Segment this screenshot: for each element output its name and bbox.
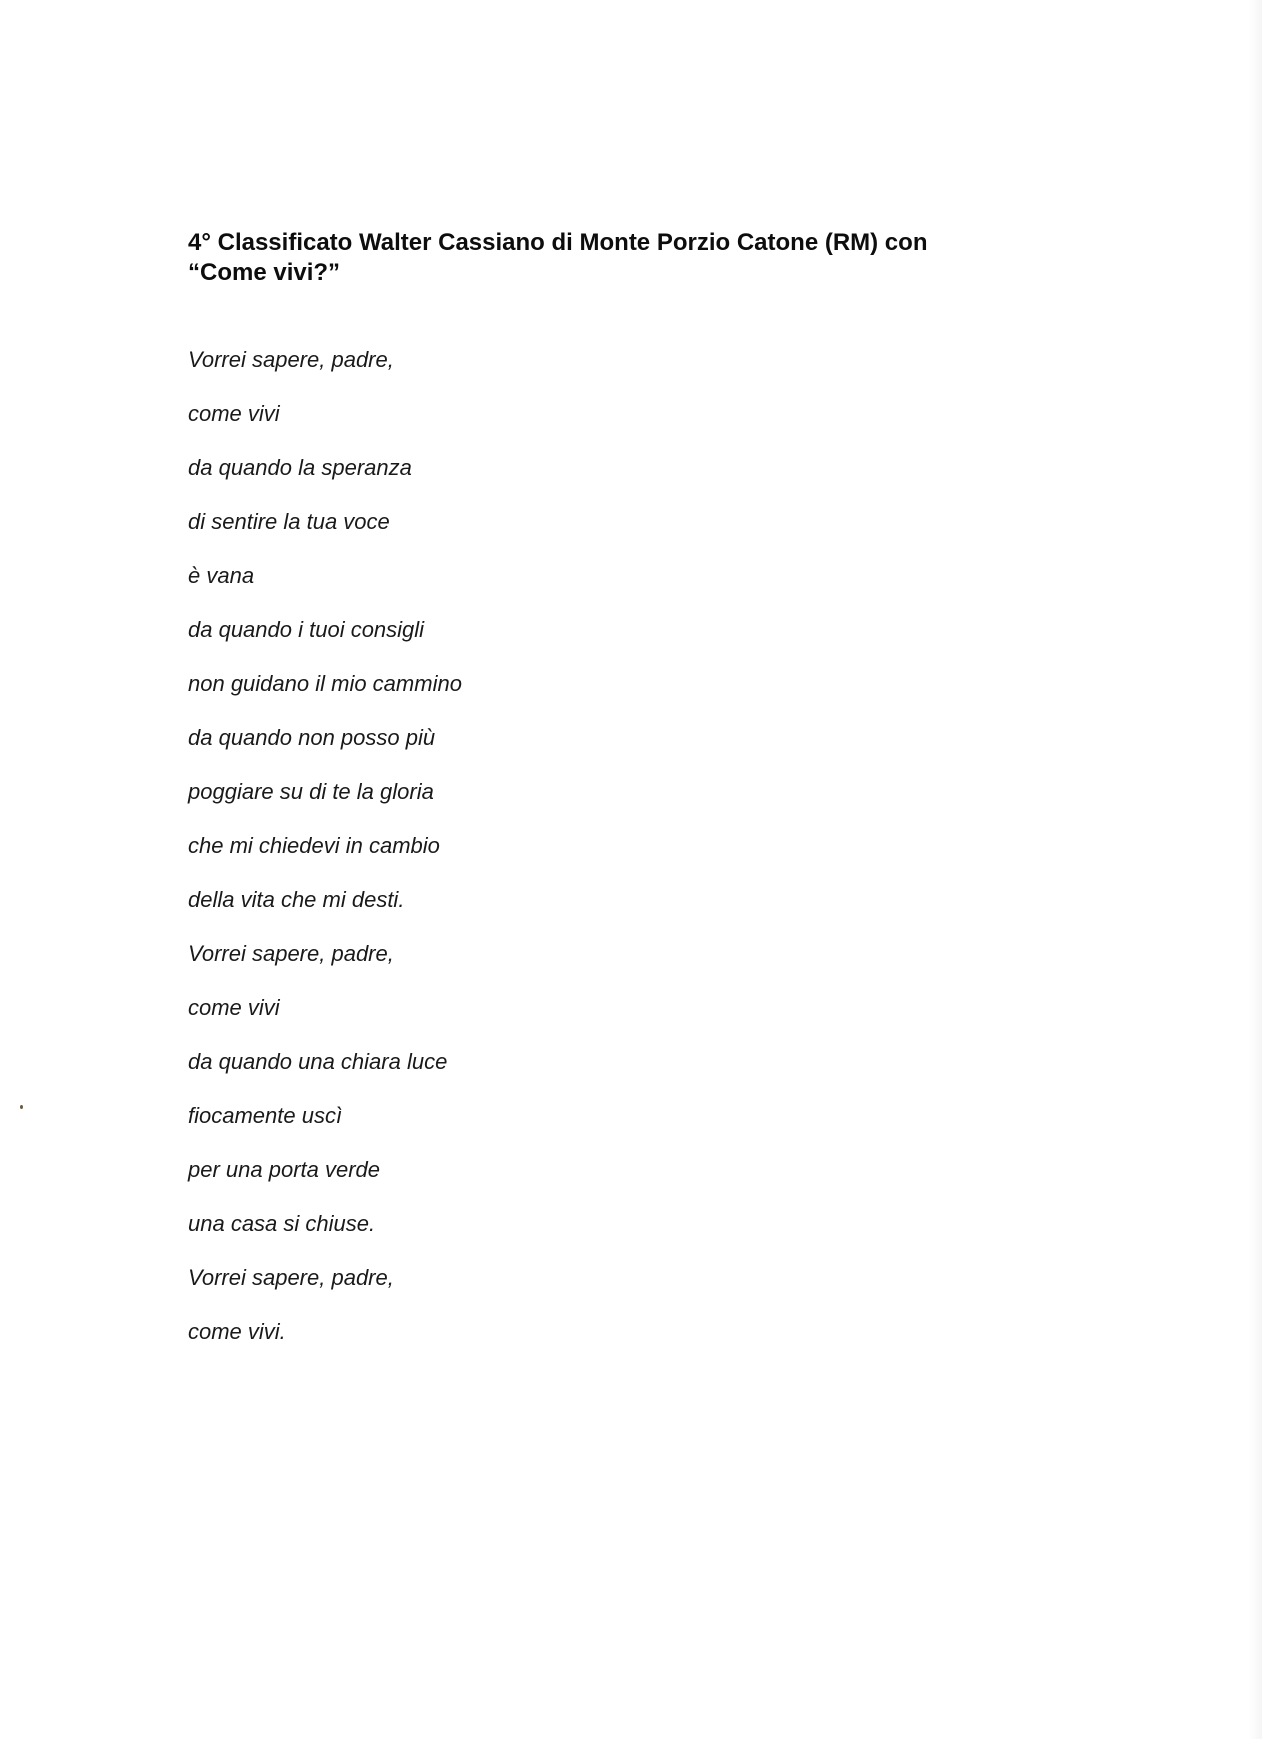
poem-line: di sentire la tua voce xyxy=(188,509,390,534)
poem-line: Vorrei sapere, padre, xyxy=(188,1265,394,1290)
scan-speck xyxy=(20,1105,23,1109)
poem-line: fiocamente uscì xyxy=(188,1103,343,1128)
poem-line: che mi chiedevi in cambio xyxy=(188,833,440,858)
poem-line: non guidano il mio cammino xyxy=(188,671,462,696)
poem-line: Vorrei sapere, padre, xyxy=(188,347,394,372)
poem-line: da quando la speranza xyxy=(188,455,412,480)
poem-line: Vorrei sapere, padre, xyxy=(188,941,394,966)
poem-body xyxy=(188,346,888,1372)
page-edge-shadow xyxy=(1248,0,1262,1739)
poem-line: come vivi xyxy=(188,995,280,1020)
heading-line-1: 4° Classificato Walter Cassiano di Monte Porzio Catone (RM) con xyxy=(188,229,928,256)
poem-line: poggiare su di te la gloria xyxy=(188,779,434,804)
poem-line: della vita che mi desti. xyxy=(188,887,405,912)
poem-line: per una porta verde xyxy=(188,1157,381,1182)
heading-line-2: “Come vivi?” xyxy=(188,259,341,286)
poem-line: da quando non posso più xyxy=(188,725,436,750)
poem-line: come vivi. xyxy=(188,1319,286,1344)
poem-line: da quando i tuoi consigli xyxy=(188,617,425,642)
poem-line: una casa si chiuse. xyxy=(188,1211,376,1236)
document-heading xyxy=(188,228,1088,288)
poem-line: come vivi xyxy=(188,401,280,426)
poem-line: da quando una chiara luce xyxy=(188,1049,448,1074)
poem-line: è vana xyxy=(188,563,255,588)
